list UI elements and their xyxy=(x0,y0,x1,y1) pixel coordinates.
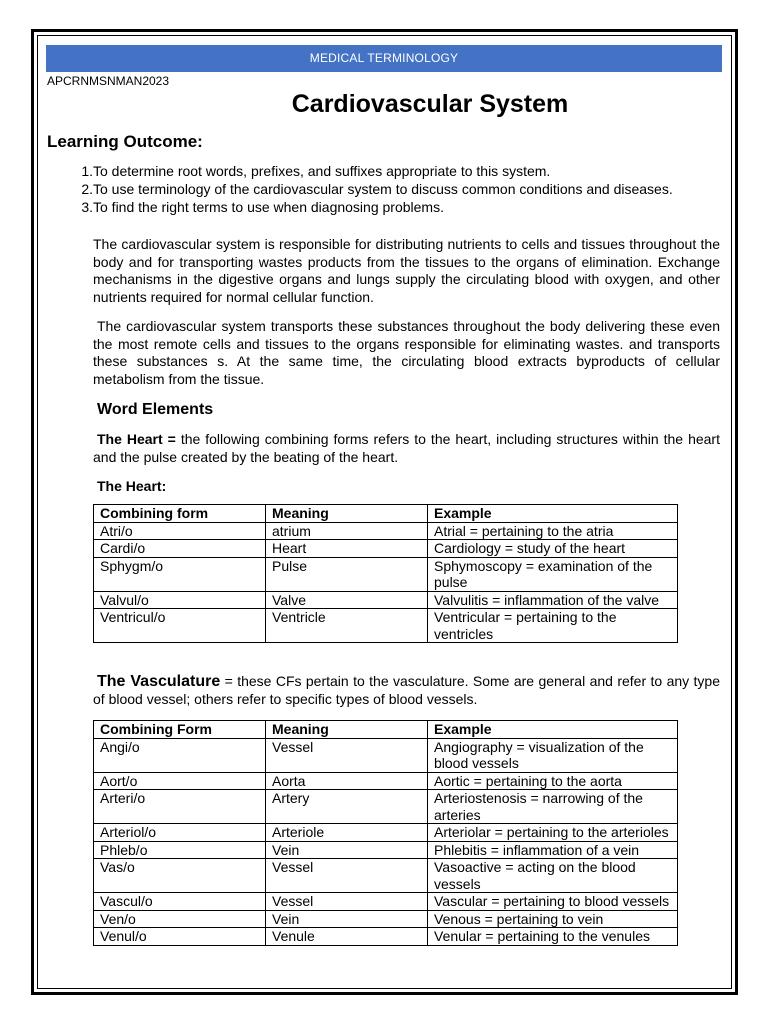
heart-table xyxy=(93,504,678,643)
cell-meaning: Vessel xyxy=(266,859,428,893)
cell-example: Sphymoscopy = examination of the pulse xyxy=(428,557,678,591)
page-title: Cardiovascular System xyxy=(291,90,569,118)
outcome-text: To use terminology of the cardiovascular system to discuss common conditions and diseases. xyxy=(93,181,673,197)
cell-meaning: Vein xyxy=(266,841,428,859)
cell-example: Ventricular = pertaining to the ventricles xyxy=(428,609,678,643)
outcome-text: To find the right terms to use when diagnosing problems. xyxy=(93,199,444,215)
cell-combining-form: Vascul/o xyxy=(94,893,266,911)
cell-combining-form: Phleb/o xyxy=(94,841,266,859)
cell-example: Valvulitis = inflammation of the valve xyxy=(428,591,678,609)
col-header: Example xyxy=(428,505,678,523)
vasculature-heading: The Vasculature xyxy=(97,673,221,690)
cell-example: Cardiology = study of the heart xyxy=(428,540,678,558)
col-header: Example xyxy=(428,721,678,739)
col-header: Meaning xyxy=(266,721,428,739)
cell-combining-form: Valvul/o xyxy=(94,591,266,609)
cell-example: Vascular = pertaining to blood vessels xyxy=(428,893,678,911)
table-row xyxy=(94,824,678,842)
col-header: Combining Form xyxy=(94,721,266,739)
cell-meaning: Pulse xyxy=(266,557,428,591)
intro-paragraph-2: The cardiovascular system transports these substances throughout the body delivering these even the most remote cells and tissues to the organs responsible for eliminating wastes. and transports these substances s. At the same time, the circulating blood extracts byproducts of cellular metabolism from the tissue. xyxy=(93,318,720,387)
vasculature-intro-text: = these CFs pertain to the vasculature. Some are general and refer to any type of blood vessel; others refer to specific types of blood vessels. xyxy=(93,673,720,707)
cell-combining-form: Atri/o xyxy=(94,522,266,540)
cell-combining-form: Ven/o xyxy=(94,910,266,928)
cell-combining-form: Angi/o xyxy=(94,738,266,772)
outcome-number: 2. xyxy=(81,181,93,197)
cell-example: Phlebitis = inflammation of a vein xyxy=(428,841,678,859)
header-banner: MEDICAL TERMINOLOGY xyxy=(46,45,722,72)
cell-combining-form: Arteri/o xyxy=(94,790,266,824)
heart-table-label: The Heart: xyxy=(97,478,167,494)
table-header-row xyxy=(94,505,678,523)
outcome-text: To determine root words, prefixes, and suffixes appropriate to this system. xyxy=(93,163,551,179)
cell-meaning: Vessel xyxy=(266,893,428,911)
outcome-item xyxy=(47,162,727,180)
table-row xyxy=(94,609,678,643)
word-elements-heading: Word Elements xyxy=(97,401,214,418)
cell-combining-form: Sphygm/o xyxy=(94,557,266,591)
table-row xyxy=(94,790,678,824)
cell-meaning: atrium xyxy=(266,522,428,540)
cell-combining-form: Cardi/o xyxy=(94,540,266,558)
outcome-number: 1. xyxy=(81,163,93,179)
col-header: Combining form xyxy=(94,505,266,523)
cell-example: Angiography = visualization of the blood vessels xyxy=(428,738,678,772)
cell-example: Venular = pertaining to the venules xyxy=(428,928,678,946)
table-row xyxy=(94,859,678,893)
cell-meaning: Valve xyxy=(266,591,428,609)
table-row xyxy=(94,540,678,558)
col-header: Meaning xyxy=(266,505,428,523)
cell-meaning: Aorta xyxy=(266,772,428,790)
cell-meaning: Artery xyxy=(266,790,428,824)
heart-intro-paragraph xyxy=(93,431,720,466)
table-row xyxy=(94,893,678,911)
table-row xyxy=(94,557,678,591)
cell-meaning: Arteriole xyxy=(266,824,428,842)
course-code: APCRNMSNMAN2023 xyxy=(47,74,170,88)
outcome-item xyxy=(47,180,727,198)
table-row xyxy=(94,910,678,928)
cell-meaning: Venule xyxy=(266,928,428,946)
cell-combining-form: Vas/o xyxy=(94,859,266,893)
table-row xyxy=(94,591,678,609)
cell-combining-form: Arteriol/o xyxy=(94,824,266,842)
cell-meaning: Heart xyxy=(266,540,428,558)
table-row xyxy=(94,772,678,790)
table-row xyxy=(94,841,678,859)
outcome-item xyxy=(47,198,727,216)
vasculature-intro-paragraph xyxy=(93,673,720,708)
cell-example: Arteriolar = pertaining to the arterioles xyxy=(428,824,678,842)
cell-combining-form: Venul/o xyxy=(94,928,266,946)
cell-example: Atrial = pertaining to the atria xyxy=(428,522,678,540)
cell-meaning: Vessel xyxy=(266,738,428,772)
cell-combining-form: Aort/o xyxy=(94,772,266,790)
heart-intro-text: the following combining forms refers to the heart, including structures within the heart and the pulse created by the beating of the heart. xyxy=(93,431,720,465)
cell-meaning: Vein xyxy=(266,910,428,928)
cell-example: Aortic = pertaining to the aorta xyxy=(428,772,678,790)
learning-outcome-heading: Learning Outcome: xyxy=(47,132,203,151)
heart-intro-term: The Heart = xyxy=(97,431,181,447)
cell-example: Arteriostenosis = narrowing of the arteries xyxy=(428,790,678,824)
cell-example: Venous = pertaining to vein xyxy=(428,910,678,928)
outcome-number: 3. xyxy=(81,199,93,215)
table-header-row xyxy=(94,721,678,739)
vasculature-table xyxy=(93,720,678,946)
cell-example: Vasoactive = acting on the blood vessels xyxy=(428,859,678,893)
table-row xyxy=(94,522,678,540)
intro-paragraph-1: The cardiovascular system is responsible for distributing nutrients to cells and tissues throughout the body and for transporting wastes products from the tissues to the organs of elimination. Exchange mechanisms in the digestive organs and lungs supply the circulating blood with oxygen, and other nutrients required for normal cellular function. xyxy=(93,236,720,305)
learning-outcome-list xyxy=(47,162,727,216)
cell-meaning: Ventricle xyxy=(266,609,428,643)
table-row xyxy=(94,928,678,946)
table-row xyxy=(94,738,678,772)
cell-combining-form: Ventricul/o xyxy=(94,609,266,643)
